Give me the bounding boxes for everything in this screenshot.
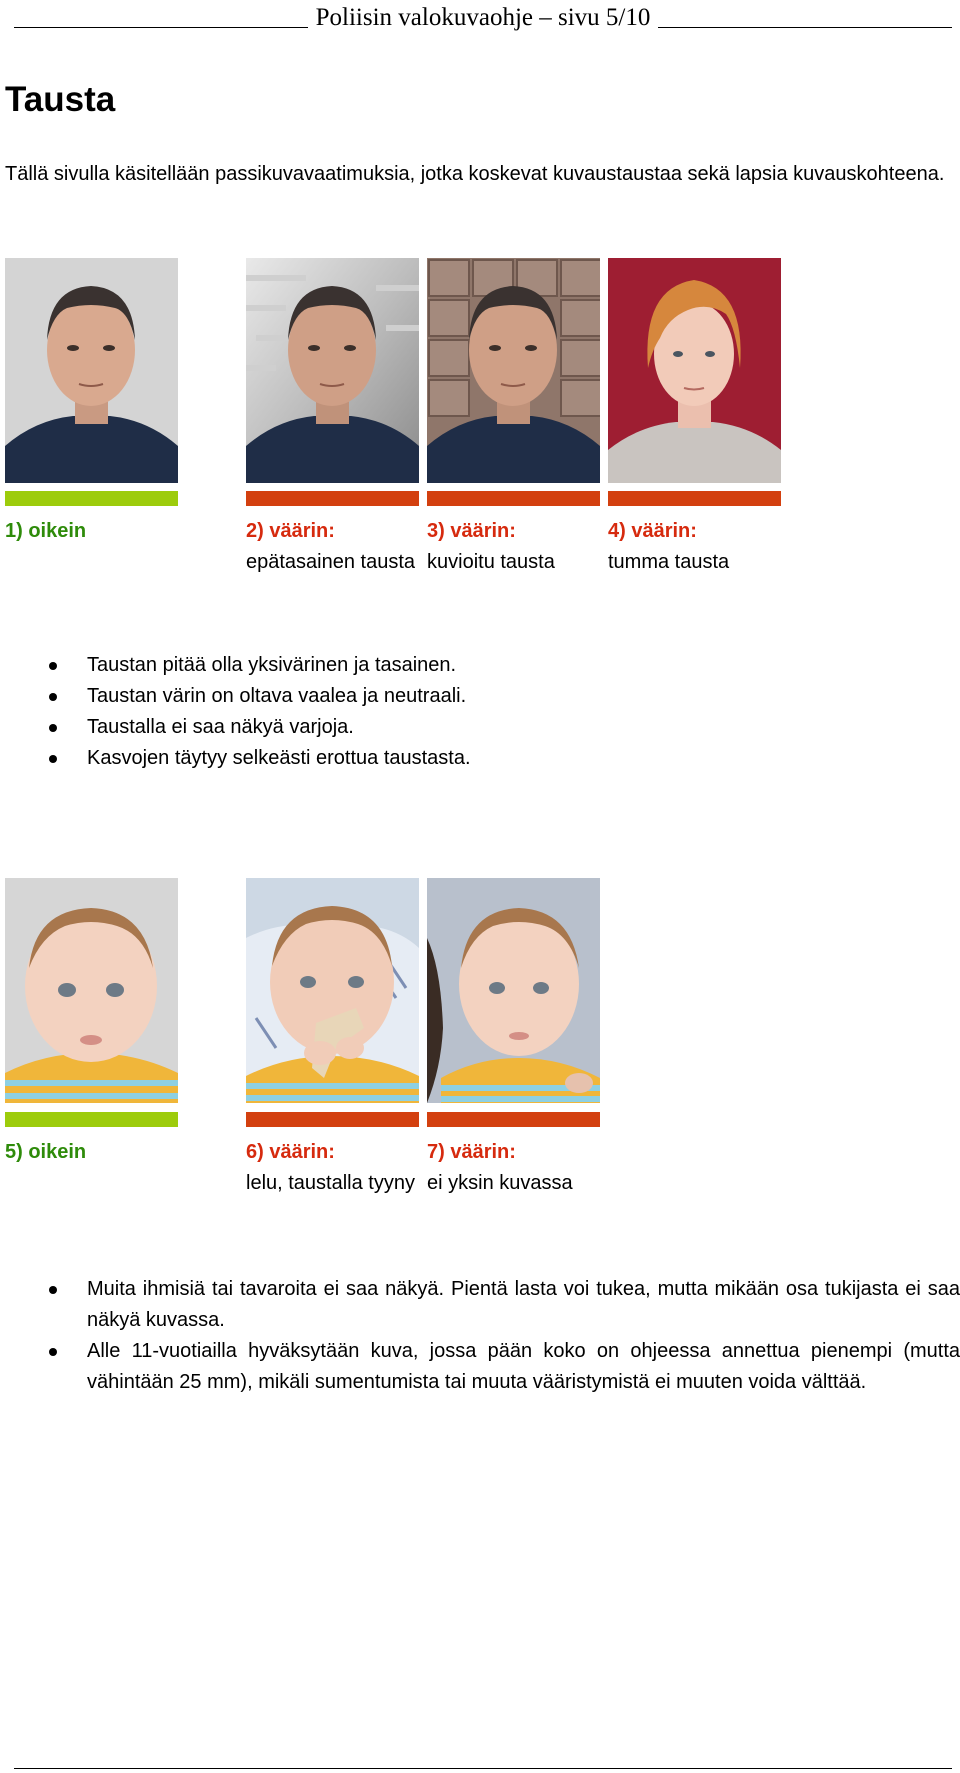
correct-bar (5, 491, 178, 506)
photo-child-toy-pillow (246, 878, 419, 1103)
wrong-bar (427, 1112, 600, 1127)
page-title: Tausta (5, 80, 116, 119)
wrong-bar (427, 491, 600, 506)
caption-adult-3 (427, 516, 602, 578)
caption-description: lelu, taustalla tyyny (246, 1172, 415, 1194)
caption-status: 7) väärin: (427, 1141, 516, 1163)
list-item: Kasvojen täytyy selkeästi erottua taustasta. (5, 743, 960, 774)
list-item: Taustan värin on oltava vaalea ja neutraali. (5, 681, 960, 712)
page-header (14, 2, 952, 32)
caption-description: ei yksin kuvassa (427, 1172, 573, 1194)
correct-bar (5, 1112, 178, 1127)
caption-adult-4 (608, 516, 783, 578)
caption-status: 4) väärin: (608, 520, 697, 542)
list-item: Taustan pitää olla yksivärinen ja tasainen. (5, 650, 960, 681)
photo-child-not-alone (427, 878, 600, 1103)
caption-status: 6) väärin: (246, 1141, 335, 1163)
header-rule-left (14, 27, 308, 28)
header-title: Poliisin valokuvaohje – sivu 5/10 (315, 4, 651, 31)
footer-rule (14, 1768, 952, 1769)
photo-child-correct (5, 878, 178, 1103)
child-rules-list (5, 1274, 960, 1398)
photo-adult-correct (5, 258, 178, 483)
list-item: Muita ihmisiä tai tavaroita ei saa näkyä. Pientä lasta voi tukea, mutta mikään osa tukijasta ei saa näkyä kuvassa. (5, 1274, 960, 1336)
caption-status: 1) oikein (5, 520, 87, 542)
photo-adult-dark-background (608, 258, 781, 483)
wrong-bar (246, 491, 419, 506)
caption-adult-2 (246, 516, 421, 578)
wrong-bar (608, 491, 781, 506)
wrong-bar (246, 1112, 419, 1127)
caption-description: epätasainen tausta (246, 551, 416, 573)
caption-child-6 (246, 1137, 421, 1199)
caption-child-5 (5, 1137, 180, 1168)
list-item: Taustalla ei saa näkyä varjoja. (5, 712, 960, 743)
photo-adult-uneven-background (246, 258, 419, 483)
caption-child-7 (427, 1137, 602, 1199)
intro-paragraph: Tällä sivulla käsitellään passikuvavaatimuksia, jotka koskevat kuvaustaustaa sekä lapsia kuvauskohteena. (5, 163, 945, 185)
photo-adult-patterned-background (427, 258, 600, 483)
caption-status: 5) oikein (5, 1141, 87, 1163)
background-rules-list (5, 650, 960, 774)
caption-adult-1 (5, 516, 180, 547)
caption-description: tumma tausta (608, 551, 730, 573)
caption-status: 2) väärin: (246, 520, 335, 542)
caption-description: kuvioitu tausta (427, 551, 555, 573)
header-rule-right (658, 27, 952, 28)
list-item: Alle 11-vuotiailla hyväksytään kuva, jossa pään koko on ohjeessa annettua pienempi (mutta vähintään 25 mm), mikäli sumentumista tai muuta vääristymistä ei muuten voida välttää. (5, 1336, 960, 1398)
caption-status: 3) väärin: (427, 520, 516, 542)
